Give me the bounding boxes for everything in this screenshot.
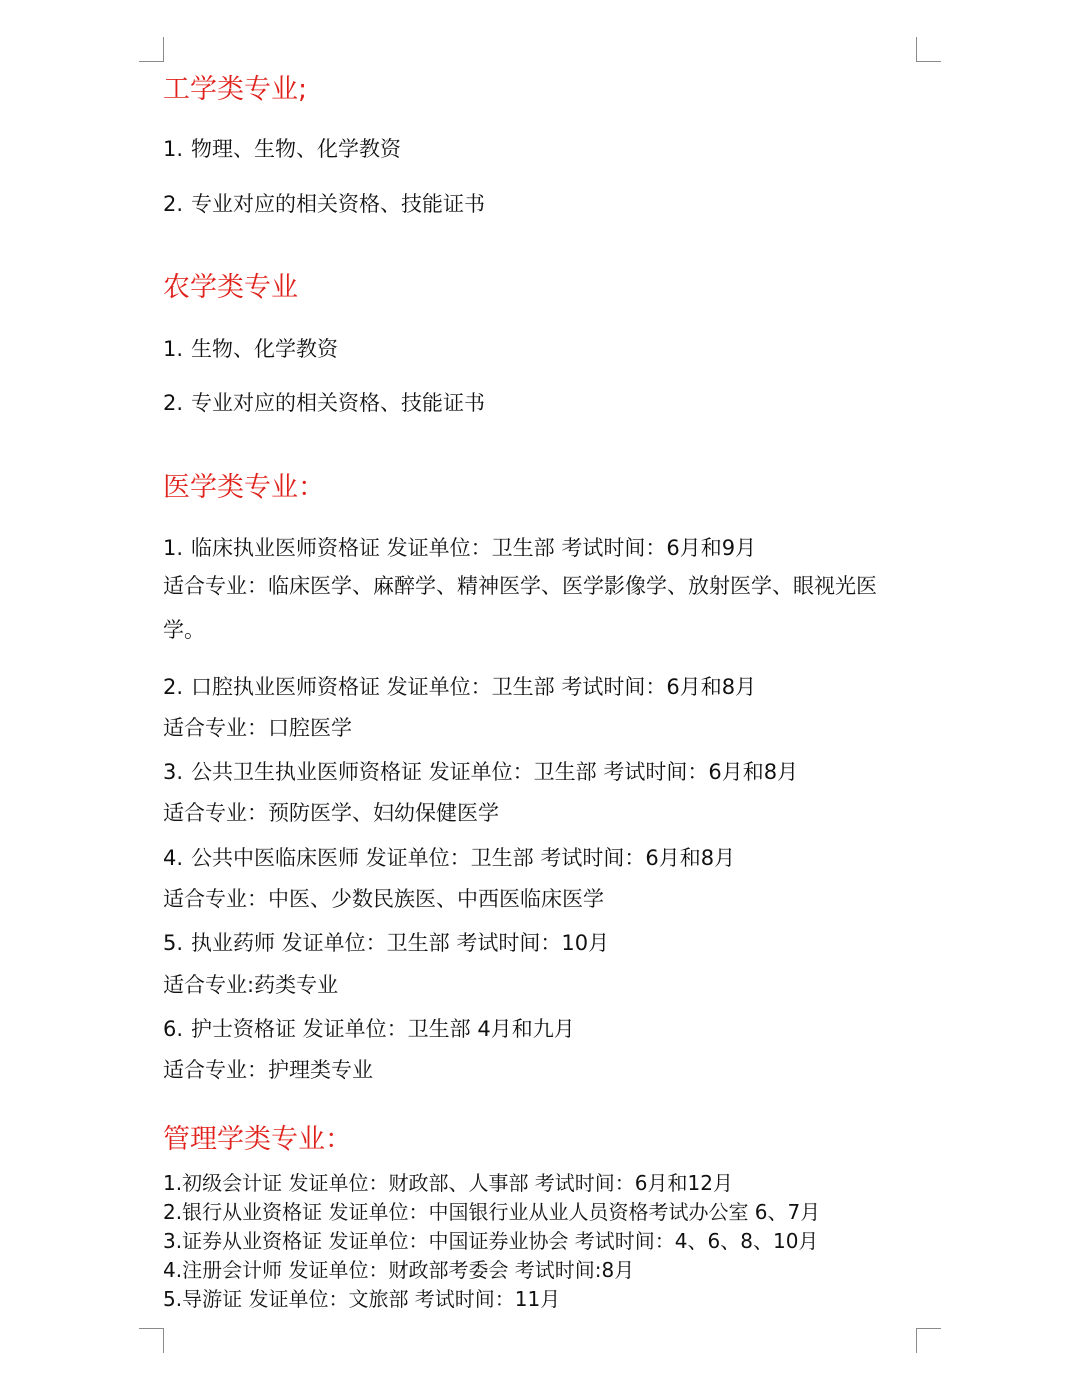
list-number: 1. [163, 536, 184, 560]
list-item [163, 1014, 575, 1044]
list-number: 3. [163, 760, 184, 784]
list-text: 口腔执业医师资格证 发证单位：卫生部 考试时间：6月和8月 [191, 675, 757, 699]
list-number: 2. [163, 192, 184, 216]
list-item [163, 928, 609, 958]
section-heading-engineering: 工学类专业; [163, 74, 308, 105]
suitable-majors: 适合专业：口腔医学 [163, 716, 352, 740]
section-heading-medicine: 医学类专业： [163, 472, 325, 503]
list-text: 专业对应的相关资格、技能证书 [191, 391, 485, 415]
list-item [163, 757, 798, 787]
suitable-majors: 适合专业：护理类专业 [163, 1058, 373, 1082]
list-item [163, 189, 485, 219]
suitable-majors: 适合专业:药类专业 [163, 973, 339, 997]
certificate-line: 5.导游证 发证单位：文旅部 考试时间：11月 [163, 1287, 561, 1311]
list-number: 1. [163, 137, 184, 161]
list-text: 物理、生物、化学教资 [191, 137, 401, 161]
list-number: 2. [163, 675, 184, 699]
list-number: 1. [163, 337, 184, 361]
list-number: 5. [163, 931, 184, 955]
suitable-majors-continued: 学。 [163, 618, 205, 642]
certificate-line: 1.初级会计证 发证单位：财政部、人事部 考试时间：6月和12月 [163, 1171, 733, 1195]
certificate-line: 4.注册会计师 发证单位：财政部考委会 考试时间:8月 [163, 1258, 635, 1282]
suitable-majors: 适合专业：中医、少数民族医、中西医临床医学 [163, 887, 604, 911]
list-item [163, 388, 485, 418]
list-item [163, 334, 338, 364]
list-number: 4. [163, 846, 184, 870]
list-item [163, 134, 401, 164]
certificate-line: 2.银行从业资格证 发证单位：中国银行业从业人员资格考试办公室 6、7月 [163, 1200, 821, 1224]
suitable-majors: 适合专业：预防医学、妇幼保健医学 [163, 801, 499, 825]
list-text: 专业对应的相关资格、技能证书 [191, 192, 485, 216]
suitable-majors: 适合专业：临床医学、麻醉学、精神医学、医学影像学、放射医学、眼视光医 [163, 574, 877, 598]
section-heading-agriculture: 农学类专业 [163, 272, 298, 303]
page-corner-mark-top-right [916, 37, 941, 62]
list-item [163, 672, 756, 702]
list-text: 临床执业医师资格证 发证单位：卫生部 考试时间：6月和9月 [191, 536, 757, 560]
list-text: 护士资格证 发证单位：卫生部 4月和九月 [191, 1017, 575, 1041]
list-text: 生物、化学教资 [191, 337, 338, 361]
certificate-line: 3.证券从业资格证 发证单位：中国证券业协会 考试时间：4、6、8、10月 [163, 1229, 819, 1253]
list-item [163, 843, 735, 873]
section-heading-management: 管理学类专业： [163, 1124, 352, 1155]
list-text: 公共中医临床医师 发证单位：卫生部 考试时间：6月和8月 [191, 846, 736, 870]
list-number: 2. [163, 391, 184, 415]
list-item [163, 533, 756, 563]
page-corner-mark-bottom-left [139, 1328, 164, 1353]
page-corner-mark-bottom-right [916, 1328, 941, 1353]
list-text: 执业药师 发证单位：卫生部 考试时间：10月 [191, 931, 610, 955]
list-text: 公共卫生执业医师资格证 发证单位：卫生部 考试时间：6月和8月 [191, 760, 799, 784]
page-corner-mark-top-left [139, 37, 164, 62]
list-number: 6. [163, 1017, 184, 1041]
